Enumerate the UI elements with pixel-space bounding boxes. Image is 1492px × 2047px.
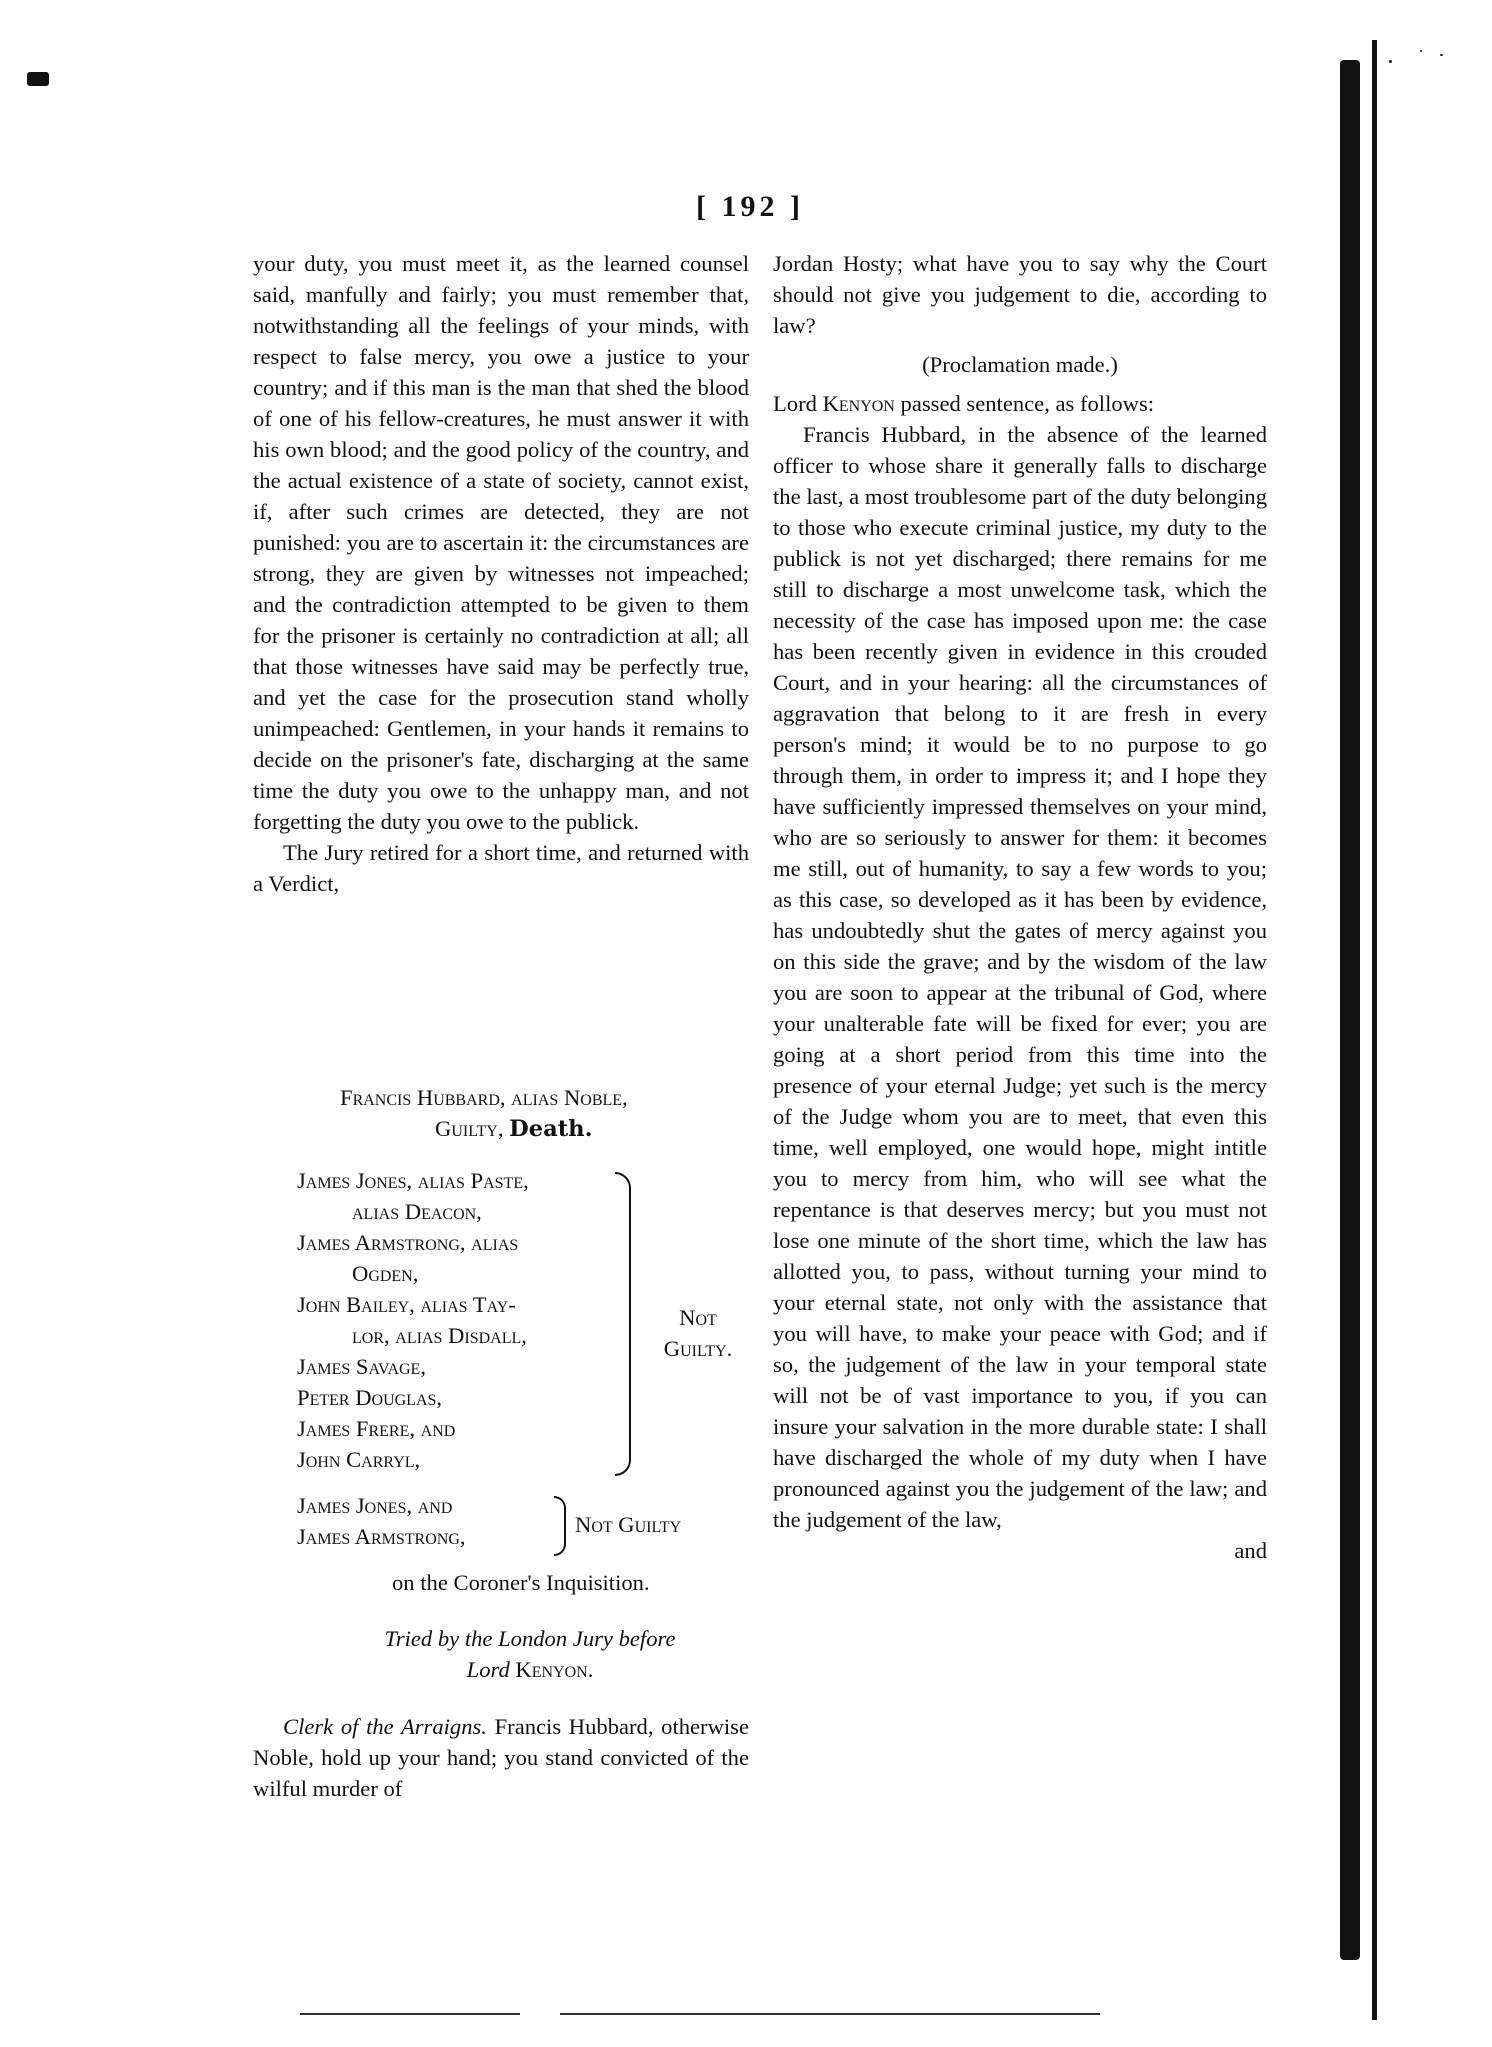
defendant-name: lor, alias Disdall,: [352, 1323, 527, 1348]
sentence-speech: Francis Hubbard, in the absence of the learned officer to whose share it generally falls to discharge the last, a most troublesome part of the duty belonging to those who execute criminal justice, my duty to the publick is not yet discharged; there remains for me still to discharge a most unwelcome task, which the necessity of the case has imposed upon me: the case has been recently given in evidence in this crouded Court, and in your hearing: all the circumstances of aggravation that belong to it are fresh in every person's mind; it would be to no purpose to go through them, in order to impress it; and I hope they have sufficiently impressed themselves on your mind, who are so seriously to answer for them: it becomes me still, out of humanity, to say a few words to you; as this case, so developed as it has been by evidence, has undoubtedly shut the gates of mercy against you on this side the grave; and by the wisdom of the law you are soon to appear at the tribunal of God, where your unalterable fate will be fixed for ever; you are going at a short period from this time into the presence of your eternal Judge; yet such is the mercy of the Judge whom you are to meet, that even this time, well employed, one would hope, might intitle you to mercy from him, who will see what the repentance is that deserves mercy; but you must not lose one minute of the short time, which the law has allotted you, to pass, without turning your mind to your eternal state, not only with the assistance that you will have, to make your peace with God; and if so, the judgement of the law in your temporal state will not be of vast importance to you, if you can insure your salvation in the more durable state: I shall have discharged the whole of my duty when I have pronounced against you the judgement of the law; and the judgement of the law,: [773, 422, 1267, 1532]
defendant-name: Peter Douglas,: [297, 1385, 443, 1410]
proclamation: (Proclamation made.): [922, 352, 1118, 377]
coroner-verdict: Not Guilty: [575, 1512, 682, 1537]
not-guilty-line2: Guilty.: [663, 1336, 733, 1361]
brace: [554, 1496, 566, 1556]
verdict-name: Francis Hubbard, alias Noble,: [340, 1085, 628, 1110]
defendant-name: John Bailey, alias Tay-: [297, 1292, 516, 1317]
bottom-rule-left: [300, 2013, 520, 2015]
corner-mark: [27, 72, 49, 86]
not-guilty-names: [297, 1165, 627, 1475]
clerk-text: Francis Hubbard, otherwise Noble, hold up your hand; you stand convicted of the wilful murder of: [253, 1714, 749, 1801]
verdict-death-label: Death.: [509, 1116, 593, 1142]
verdict-guilty: [300, 1082, 760, 1145]
not-guilty-verdict: [638, 1302, 758, 1364]
sentence-intro: Lord Kenyon passed sentence, as follows:: [773, 391, 1155, 416]
defendant-name: James Armstrong, alias: [297, 1230, 519, 1255]
coroner-tail: on the Coroner's Inquisition.: [392, 1570, 650, 1595]
binding-shadow: [1340, 60, 1360, 1960]
catchword: and: [1234, 1538, 1267, 1563]
left-column: [253, 248, 749, 899]
verdict-result: [300, 1113, 760, 1145]
defendant-name: James Jones, and: [297, 1493, 453, 1518]
defendant-name: alias Deacon,: [352, 1199, 482, 1224]
defendant-name: James Savage,: [297, 1354, 426, 1379]
tried-by-line2: [320, 1654, 740, 1685]
clerk-speaker: Clerk of the Arraigns.: [283, 1714, 487, 1739]
tried-by-line1: Tried by the London Jury before: [384, 1626, 676, 1651]
judge-name: Kenyon: [822, 391, 895, 416]
tried-by-judge: Kenyon.: [515, 1657, 594, 1682]
dust-speck: [1389, 60, 1392, 63]
verdict-guilty-label: Guilty,: [435, 1116, 510, 1141]
closing-speech: your duty, you must meet it, as the learned counsel said, manfully and fairly; you must remember that, notwithstanding all the feelings of your minds, with respect to false mercy, you owe a justice to your country; and if this man is the man that shed the blood of one of his fellow-creatures, he must answer it with his own blood; and the good policy of the country, and the actual existence of a state of society, cannot exist, if, after such crimes are detected, they are not punished: you are to ascertain it: the circumstances are strong, they are given by witnesses not impeached; and the contradiction attempted to be given to them for the prisoner is certainly no contradiction at all; all that those witnesses have said may be perfectly true, and yet the case for the prosecution stand wholly unimpeached: Gentlemen, in your hands it remains to decide on the prisoner's fate, discharging at the same time the duty you owe to the unhappy man, and not forgetting the duty you owe to the publick.: [253, 251, 749, 834]
clerk-address: [253, 1711, 749, 1804]
defendant-name: John Carryl,: [297, 1447, 421, 1472]
binding-edge: [1372, 40, 1377, 2020]
coroner-names: [297, 1490, 466, 1552]
jury-return: The Jury retired for a short time, and returned with a Verdict,: [253, 840, 749, 896]
not-guilty-line1: Not: [679, 1305, 717, 1330]
tried-by-lord: Lord: [466, 1657, 516, 1682]
right-column: [773, 248, 1267, 1566]
tried-by: [320, 1623, 740, 1685]
dust-speck: [1420, 50, 1422, 52]
defendant-name: James Armstrong,: [297, 1524, 466, 1549]
dust-speck: [1440, 54, 1443, 56]
defendant-name: James Frere, and: [297, 1416, 456, 1441]
page-number: [ 192 ]: [696, 190, 804, 223]
defendant-name: James Jones, alias Paste,: [297, 1168, 529, 1193]
clerk-continued: Jordan Hosty; what have you to say why the Court should not give you judgement to die, according to law?: [773, 251, 1267, 338]
brace: [615, 1172, 631, 1476]
bottom-rule-right: [560, 2013, 1100, 2015]
defendant-name: Ogden,: [352, 1261, 419, 1286]
